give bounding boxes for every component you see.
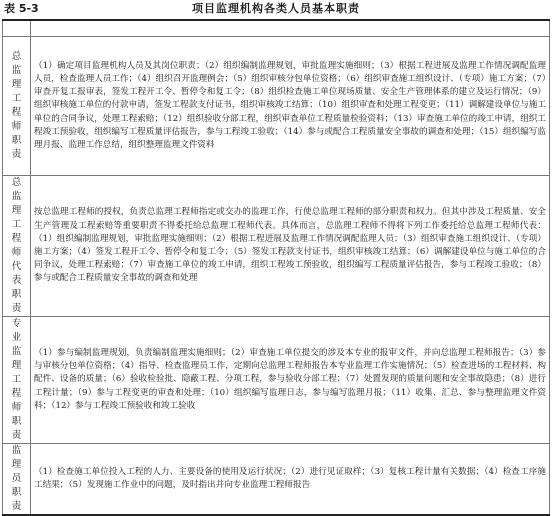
role-cell [3, 176, 31, 317]
duties-cell: （1）检查施工单位投入工程的人力、主要设备的使用及运行状况；（2）进行见证取样；（3）复核工程计量有关数据；（4）检查工序施工结果；（5）发现施工作业中的问题，及时指出并向专业监理工程师报告 [31, 444, 550, 516]
duties-cell: （1）参与编制监理规划，负责编制监理实施细则；（2）审查施工单位提交的涉及本专业的报审文件，并向总监理工程师报告；（3）参与审核分包单位资格；（4）指导、检查监理员工作，定期向总监理工程师报告本专业监理工作实施情况；（5）检查进场的工程材料、构配件、设备的质量；（6）验收检验批、隐蔽工程、分项工程，参与验收分部工程；（7）处置发现的质量问题和安全事故隐患；（8）进行工程计量；（9）参与工程变更的审查和处理；（10）组织编写监理日志，参与编写监理月报；（11）收集、汇总、参与整理监理文件资料；（12）参与工程竣工预验收和竣工验收 [31, 317, 550, 444]
table-caption [0, 0, 552, 18]
role-label: 总监理工程师职责 [11, 51, 22, 160]
role-cell [3, 37, 31, 176]
table-row-supervisor [3, 444, 550, 516]
table-row-chief-representative [3, 176, 550, 317]
table-title: 项目监理机构各类人员基本职责 [192, 2, 360, 15]
role-cell [3, 444, 31, 516]
role-label: 监理员职责 [11, 445, 22, 512]
role-cell [3, 317, 31, 444]
header-role [3, 20, 31, 37]
duties-cell: 按总监理工程师的授权，负责总监理工程师指定或交办的监理工作，行使总监理工程师的部分职责和权力。但其中涉及工程质量、安全生产管理及工程索赔等重要职责不得委托给总监理工程师代表。具体而言，总监理工程师不得将下列工作委托给总监理工程师代表：（1）组织编制监理规划，审批监理实施细则；（2）根据工程进展及监理工作情况调配监理人员；（3）组织审查施工组织设计、（专项）施工方案；（4）签发工程开工令、暂停令和复工令；（5）签发工程款支付证书，组织审核竣工结算；（6）调解建设单位与施工单位的合同争议，处理工程索赔；（7）审查施工单位的竣工申请，组织工程竣工预验收，组织编写工程质量评估报告，参与工程竣工验收；（8）参与或配合工程质量安全事故的调查和处理 [31, 176, 550, 317]
duties-cell: （1）确定项目监理机构人员及其岗位职责；（2）组织编制监理规划，审批监理实施细则；（3）根据工程进展及监理工作情况调配监理人员，检查监理人员工作；（4）组织召开监理例会；（5）组织审核分包单位资格；（6）组织审查施工组织设计、（专项）施工方案；（7）审查开复工报审表，签发工程开工令、暂停令和复工令；（8）组织检查施工单位现场质量、安全生产管理体系的建立及运行情况；（9）组织审核施工单位的付款申请，签发工程款支付证书，组织审核竣工结算；（10）组织审查和处理工程变更；（11）调解建设单位与施工单位的合同争议，处理工程索赔；（12）组织验收分部工程，组织审查单位工程质量检验资料；（13）审查施工单位的竣工申请，组织工程竣工预验收，组织编写工程质量评估报告，参与工程竣工验收；（14）参与或配合工程质量安全事故的调查和处理；（15）组织编写监理月报、监理工作总结，组织整理监理文件资料 [31, 37, 550, 176]
role-label: 总监理工程师代表职责 [11, 177, 22, 314]
header-duties [31, 20, 550, 37]
role-label: 专业监理工程师职责 [11, 318, 22, 441]
table-row-specialist-engineer [3, 317, 550, 444]
duties-table [2, 19, 550, 516]
table-row-chief-engineer [3, 37, 550, 176]
table-header-row [3, 20, 550, 37]
table-number: 表 5-3 [4, 2, 39, 15]
